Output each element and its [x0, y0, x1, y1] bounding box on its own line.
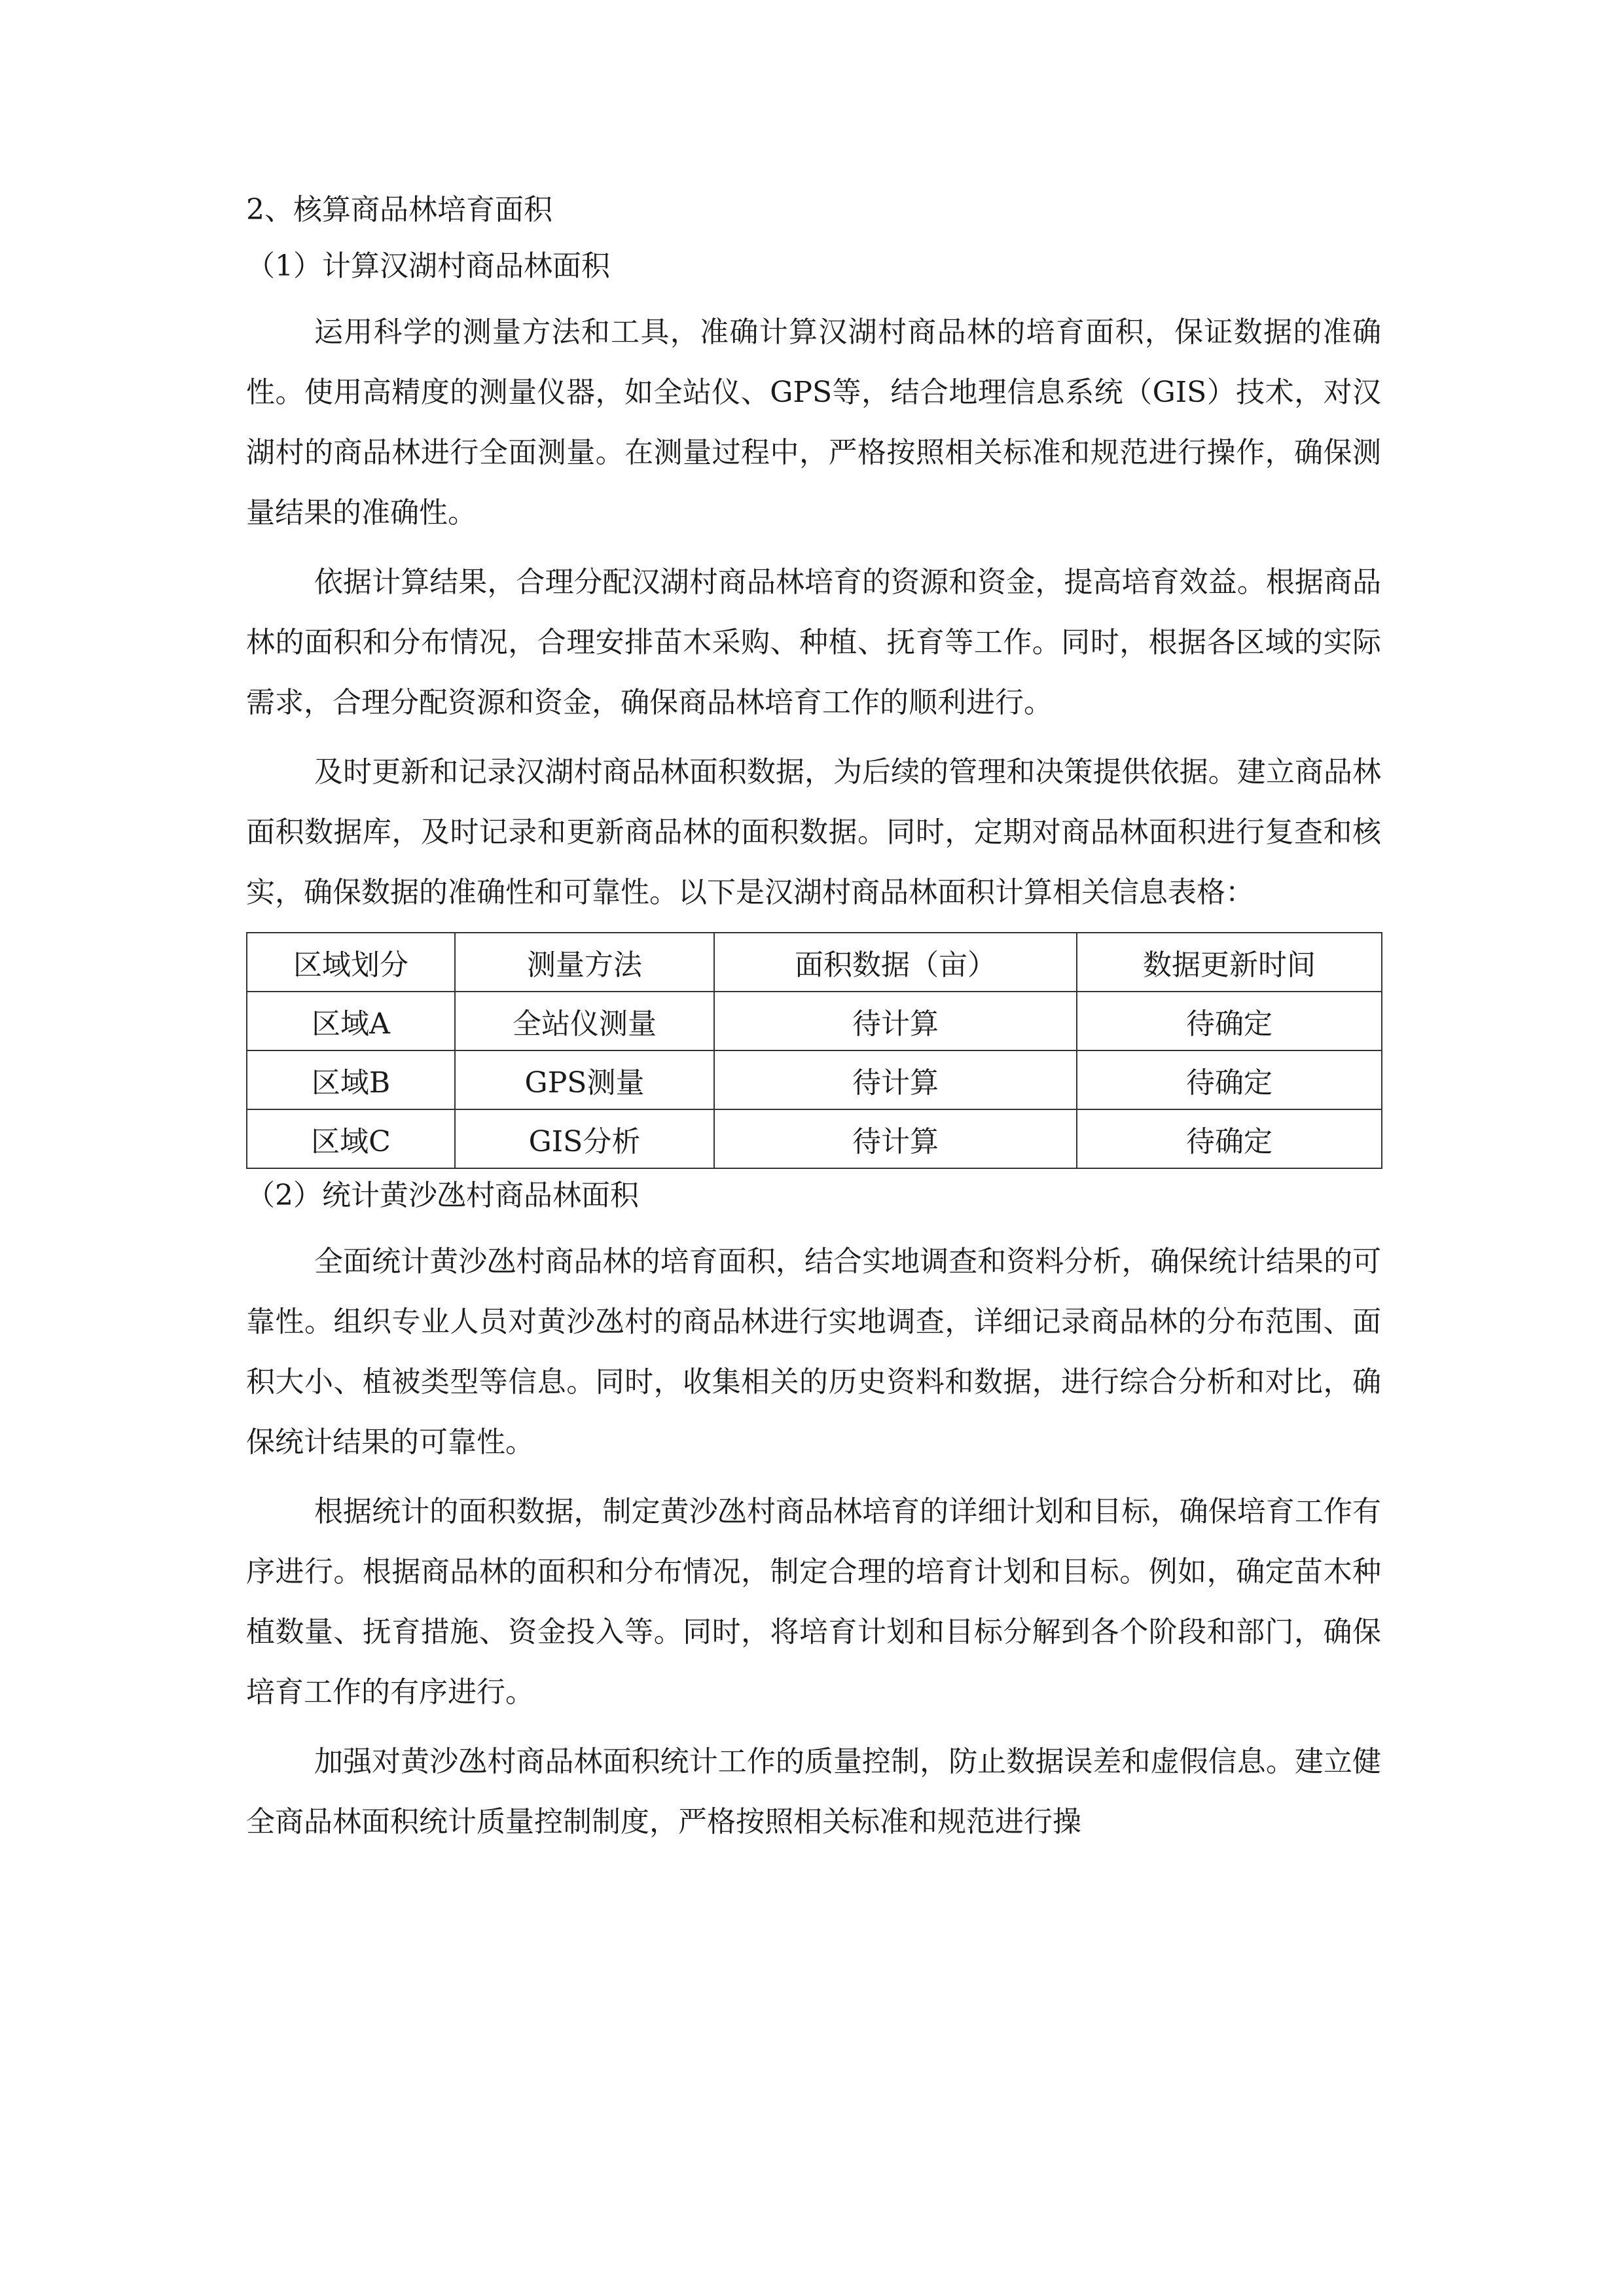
table-cell: 区域C — [247, 1109, 455, 1168]
table-header-cell: 面积数据（亩） — [714, 933, 1077, 992]
part2-paragraph-3: 加强对黄沙氹村商品林面积统计工作的质量控制，防止数据误差和虚假信息。建立健全商品林面积统计质量控制制度，严格按照相关标准和规范进行操 — [246, 1745, 1381, 1839]
table-row — [247, 992, 1382, 1050]
table-header-row — [247, 933, 1382, 992]
part1-paragraph-1: 运用科学的测量方法和工具，准确计算汉湖村商品林的培育面积，保证数据的准确性。使用高精度的测量仪器，如全站仪、GPS等，结合地理信息系统（GIS）技术，对汉湖村的商品林进行全面测量。在测量过程中，严格按照相关标准和规范进行操作，确保测量结果的准确性。 — [246, 315, 1381, 529]
table-cell: 区域A — [247, 992, 455, 1050]
document-body — [246, 190, 1381, 1861]
table-cell: 待计算 — [714, 1050, 1077, 1109]
table-cell: 待确定 — [1077, 992, 1382, 1050]
part2-paragraph-1: 全面统计黄沙氹村商品林的培育面积，结合实地调查和资料分析，确保统计结果的可靠性。组织专业人员对黄沙氹村的商品林进行实地调查，详细记录商品林的分布范围、面积大小、植被类型等信息。同时，收集相关的历史资料和数据，进行综合分析和对比，确保统计结果的可靠性。 — [246, 1245, 1381, 1459]
table-cell: 区域B — [247, 1050, 455, 1109]
table-cell: GIS分析 — [455, 1109, 714, 1168]
table-cell: 待计算 — [714, 1109, 1077, 1168]
section-heading: 2、核算商品林培育面积 — [246, 193, 552, 226]
table-cell: GPS测量 — [455, 1050, 714, 1109]
part1-paragraph-3: 及时更新和记录汉湖村商品林面积数据，为后续的管理和决策提供依据。建立商品林面积数据库，及时记录和更新商品林的面积数据。同时，定期对商品林面积进行复查和核实，确保数据的准确性和可靠性。以下是汉湖村商品林面积计算相关信息表格： — [246, 755, 1381, 909]
table-header-cell: 区域划分 — [247, 933, 455, 992]
table-cell: 待确定 — [1077, 1050, 1382, 1109]
table-row — [247, 1050, 1382, 1109]
part2-title: （2）统计黄沙氹村商品林面积 — [246, 1179, 639, 1212]
table-cell: 待计算 — [714, 992, 1077, 1050]
area-info-table — [246, 932, 1382, 1169]
table-row — [247, 1109, 1382, 1168]
part1-title: （1）计算汉湖村商品林面积 — [246, 249, 610, 283]
table-header-cell: 测量方法 — [455, 933, 714, 992]
part1-paragraph-2: 依据计算结果，合理分配汉湖村商品林培育的资源和资金，提高培育效益。根据商品林的面积和分布情况，合理安排苗木采购、种植、抚育等工作。同时，根据各区域的实际需求，合理分配资源和资金，确保商品林培育工作的顺利进行。 — [246, 565, 1381, 719]
table-cell: 全站仪测量 — [455, 992, 714, 1050]
table-cell: 待确定 — [1077, 1109, 1382, 1168]
part2-paragraph-2: 根据统计的面积数据，制定黄沙氹村商品林培育的详细计划和目标，确保培育工作有序进行。根据商品林的面积和分布情况，制定合理的培育计划和目标。例如，确定苗木种植数量、抚育措施、资金投入等。同时，将培育计划和目标分解到各个阶段和部门，确保培育工作的有序进行。 — [246, 1495, 1381, 1709]
table-header-cell: 数据更新时间 — [1077, 933, 1382, 992]
